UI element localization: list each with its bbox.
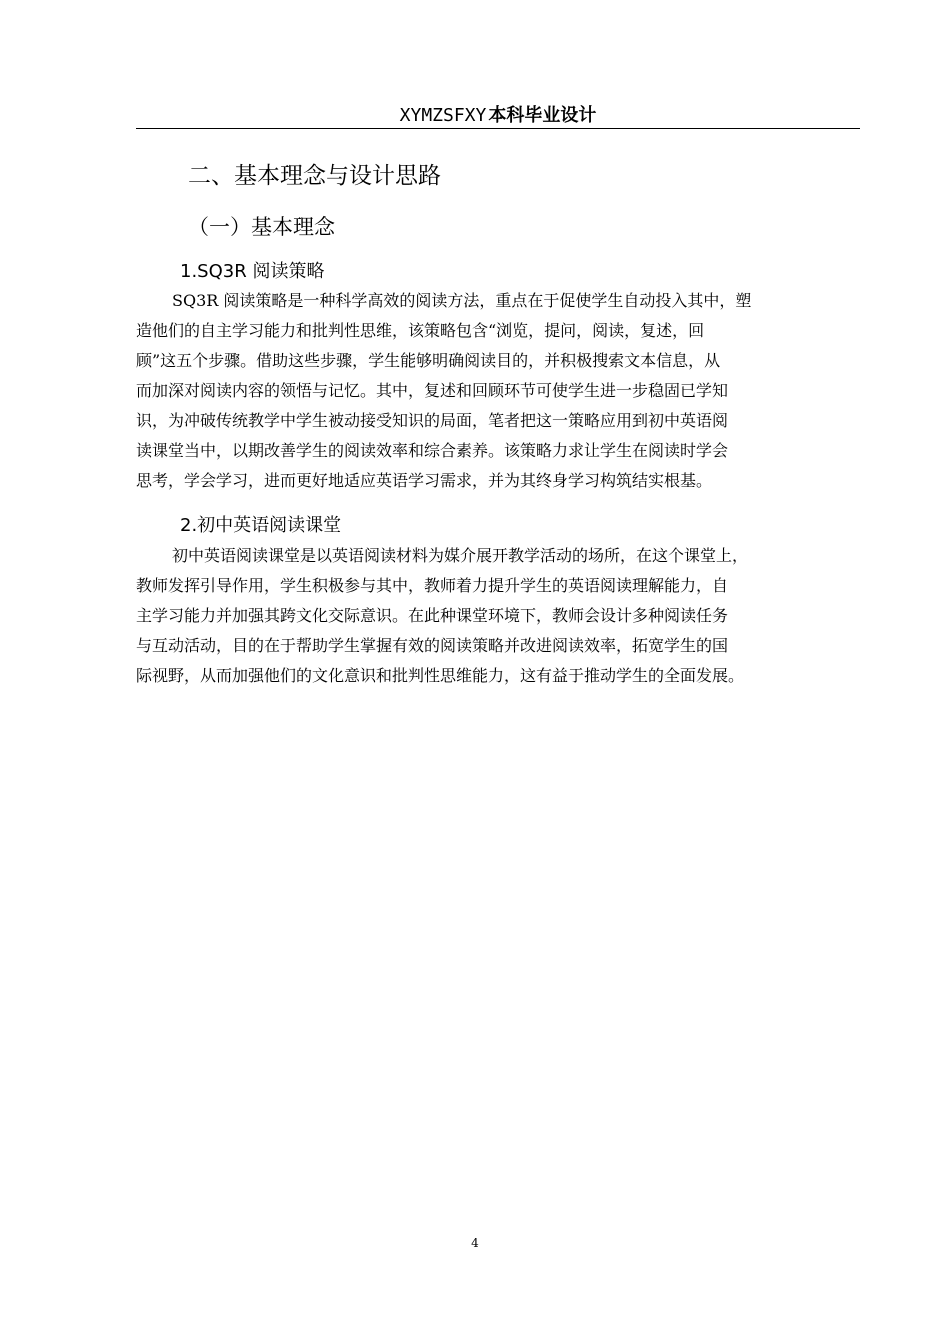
paragraph-line: 识，为冲破传统教学中学生被动接受知识的局面，笔者把这一策略应用到初中英语阅 xyxy=(136,411,729,430)
paragraph-line: 顾”这五个步骤。借助这些步骤，学生能够明确阅读目的，并积极搜索文本信息，从 xyxy=(136,351,721,370)
item-heading-sq3r: 1.SQ3R 阅读策略 xyxy=(180,261,325,282)
paragraph-line: 教师发挥引导作用，学生积极参与其中，教师着力提升学生的英语阅读理解能力，自 xyxy=(136,576,729,595)
item-heading-reading-classroom: 2.初中英语阅读课堂 xyxy=(180,515,342,536)
paragraph-line: 读课堂当中，以期改善学生的阅读效率和综合素养。该策略力求让学生在阅读时学会 xyxy=(136,441,729,460)
subsection-heading: （一）基本理念 xyxy=(188,215,335,239)
paragraph-line: 主学习能力并加强其跨文化交际意识。在此种课堂环境下，教师会设计多种阅读任务 xyxy=(136,606,729,625)
header-document-type: 本科毕业设计 xyxy=(488,105,597,126)
paragraph-reading-classroom xyxy=(136,541,860,691)
paragraph-line: SQ3R 阅读策略是一种科学高效的阅读方法，重点在于促使学生自动投入其中，塑 xyxy=(172,291,752,310)
paragraph-line: 而加深对阅读内容的领悟与记忆。其中，复述和回顾环节可使学生进一步稳固已学知 xyxy=(136,381,729,400)
paragraph-line: 际视野，从而加强他们的文化意识和批判性思维能力，这有益于推动学生的全面发展。 xyxy=(136,666,745,685)
paragraph-line: 造他们的自主学习能力和批判性思维，该策略包含“浏览，提问，阅读，复述，回 xyxy=(136,321,705,340)
paragraph-line: 思考，学会学习，进而更好地适应英语学习需求，并为其终身学习构筑结实根基。 xyxy=(136,471,713,490)
section-heading: 二、基本理念与设计思路 xyxy=(188,163,441,189)
page-header xyxy=(136,103,860,129)
header-school-code: XYMZSFXY xyxy=(399,105,487,126)
paragraph-sq3r xyxy=(136,286,860,496)
page-number: 4 xyxy=(471,1236,479,1250)
paragraph-line: 初中英语阅读课堂是以英语阅读材料为媒介展开教学活动的场所，在这个课堂上， xyxy=(172,546,749,565)
paragraph-line: 与互动活动，目的在于帮助学生掌握有效的阅读策略并改进阅读效率，拓宽学生的国 xyxy=(136,636,729,655)
header-divider xyxy=(136,128,860,129)
